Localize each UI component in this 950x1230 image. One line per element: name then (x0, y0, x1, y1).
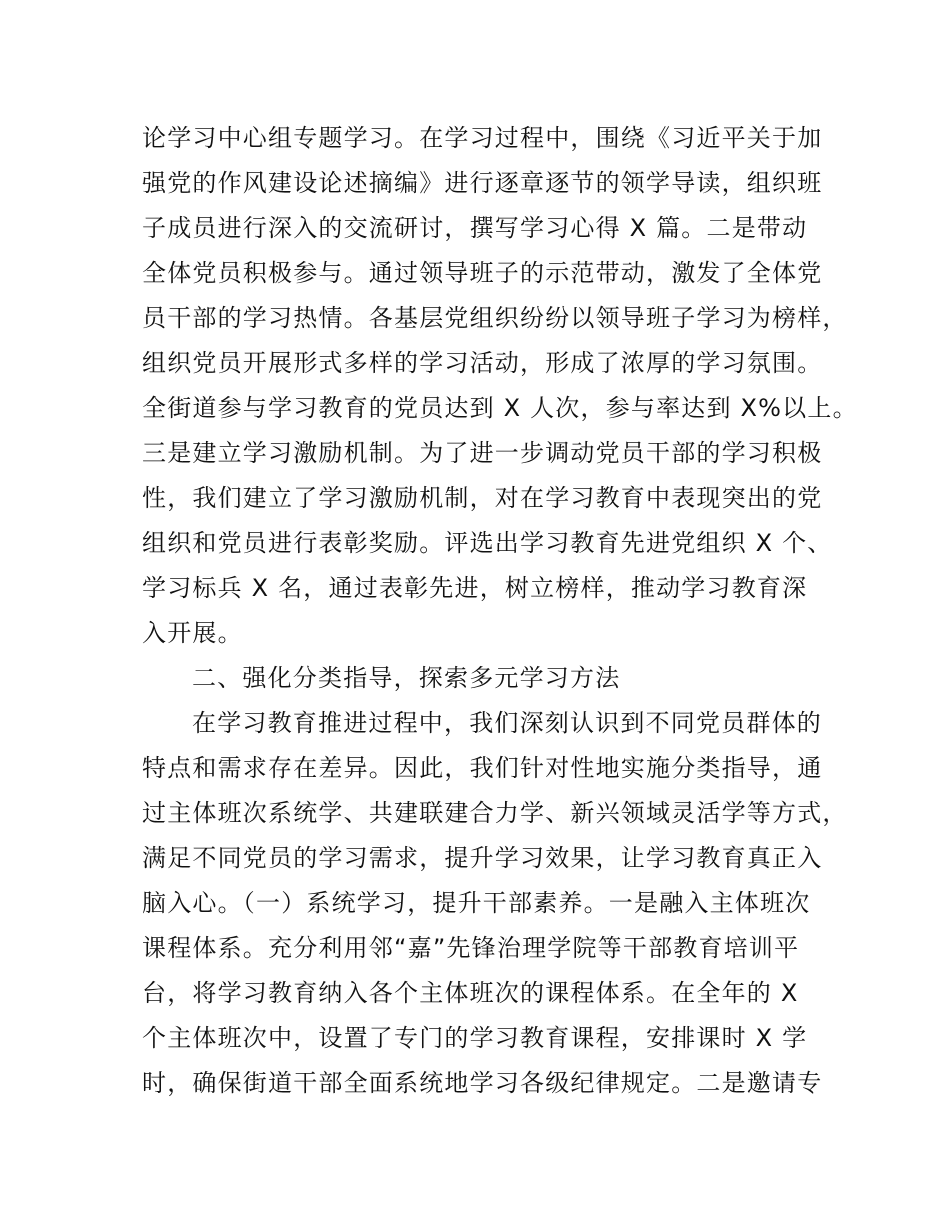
text-line: 在学习教育推进过程中，我们深刻认识到不同党员群体的 (192, 709, 822, 737)
text-line: 课程体系。充分利用邻“嘉”先锋治理学院等干部教育培训平 (142, 934, 800, 962)
text-line: 学习标兵 X 名，通过表彰先进，树立榜样，推动学习教育深 (142, 574, 808, 602)
text-line: 组织党员开展形式多样的学习活动，形成了浓厚的学习氛围。 (142, 349, 823, 377)
text-line: 三是建立学习激励机制。为了进一步调动党员干部的学习积极 (142, 439, 823, 467)
text-line: 台，将学习教育纳入各个主体班次的课程体系。在全年的 X (142, 979, 799, 1007)
text-line: 子成员进行深入的交流研讨，撰写学习心得 X 篇。二是带动 (142, 214, 808, 242)
text-line: 员干部的学习热情。各基层党组织纷纷以领导班子学习为榜样， (142, 304, 848, 332)
text-line: 时，确保街道干部全面系统地学习各级纪律规定。二是邀请专 (142, 1069, 823, 1097)
text-line: 性，我们建立了学习激励机制，对在学习教育中表现突出的党 (142, 484, 823, 512)
text-line: 脑入心。（一）系统学习，提升干部素养。一是融入主体班次 (142, 889, 811, 917)
text-line: 满足不同党员的学习需求，提升学习效果，让学习教育真正入 (142, 844, 823, 872)
text-line: 特点和需求存在差异。因此，我们针对性地实施分类指导，通 (142, 754, 823, 782)
text-line: 过主体班次系统学、共建联建合力学、新兴领域灵活学等方式， (142, 799, 848, 827)
text-line: 强党的作风建设论述摘编》进行逐章逐节的领学导读，组织班 (142, 169, 823, 197)
text-line: 组织和党员进行表彰奖励。评选出学习教育先进党组织 X 个、 (142, 529, 833, 557)
text-line: 论学习中心组专题学习。在学习过程中，围绕《习近平关于加 (142, 124, 823, 152)
text-line: 全体党员积极参与。通过领导班子的示范带动，激发了全体党 (142, 259, 823, 287)
section-heading: 二、强化分类指导，探索多元学习方法 (192, 664, 621, 692)
text-line: 个主体班次中，设置了专门的学习教育课程，安排课时 X 学 (142, 1024, 808, 1052)
text-line: 全街道参与学习教育的党员达到 X 人次，参与率达到 X%以上。 (142, 394, 858, 422)
text-line: 入开展。 (142, 619, 243, 647)
